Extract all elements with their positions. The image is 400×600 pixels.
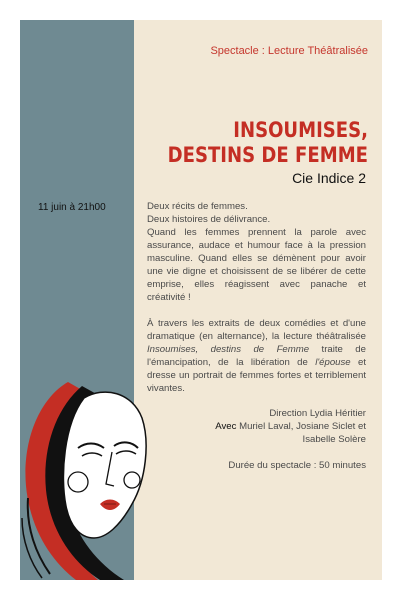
- direction-credit: Direction Lydia Héritier: [269, 408, 366, 419]
- description-italic-epouse: l'épouse: [315, 357, 351, 368]
- duration-value: 50 minutes: [316, 460, 366, 471]
- description-italic-title: Insoumises, destins de Femme: [147, 344, 310, 355]
- cast-label: Avec: [215, 421, 237, 432]
- company-name: Cie Indice 2: [292, 170, 366, 186]
- duration-label: Durée du spectacle :: [228, 460, 317, 471]
- duration: [228, 460, 366, 471]
- show-title: [118, 118, 368, 168]
- intro-line-2: Deux histoires de délivrance.: [147, 214, 271, 225]
- description-part-1: À travers les extraits de deux comédies et d'une dramatique (en alternance), la lecture théâtralisée: [147, 318, 366, 342]
- show-type-label: Spectacle : Lecture Théâtralisée: [210, 45, 368, 57]
- description-part-2: traite de l'émancipation, de la libération de: [147, 344, 366, 368]
- cast-credit: [146, 420, 366, 433]
- title-line-1: INSOUMISES,: [233, 118, 368, 142]
- cast-last-name: Isabelle Solère: [302, 434, 366, 445]
- description-block: [147, 200, 366, 395]
- woman-face-illustration: [20, 368, 150, 580]
- intro-paragraph: Quand les femmes prennent la parole avec assurance, audace et humour face à la pression masculine. Quand elles se démènent pour avoir une vie digne et choisissent de se libérer de cette emprise, elles réagissent avec panache et créativité !: [147, 227, 366, 303]
- description-part-3: et dresse un portrait de femmes fortes et terriblement vivantes.: [147, 357, 367, 394]
- description-paragraph: [147, 317, 366, 395]
- face-icon: [63, 392, 146, 538]
- cast-names: Muriel Laval, Josiane Siclet et: [236, 421, 366, 432]
- credits: [146, 407, 366, 446]
- show-date: 11 juin à 21h00: [38, 202, 106, 213]
- poster: [20, 20, 382, 580]
- title-line-2: DESTINS DE FEMME: [167, 143, 368, 167]
- intro-line-1: Deux récits de femmes.: [147, 201, 248, 212]
